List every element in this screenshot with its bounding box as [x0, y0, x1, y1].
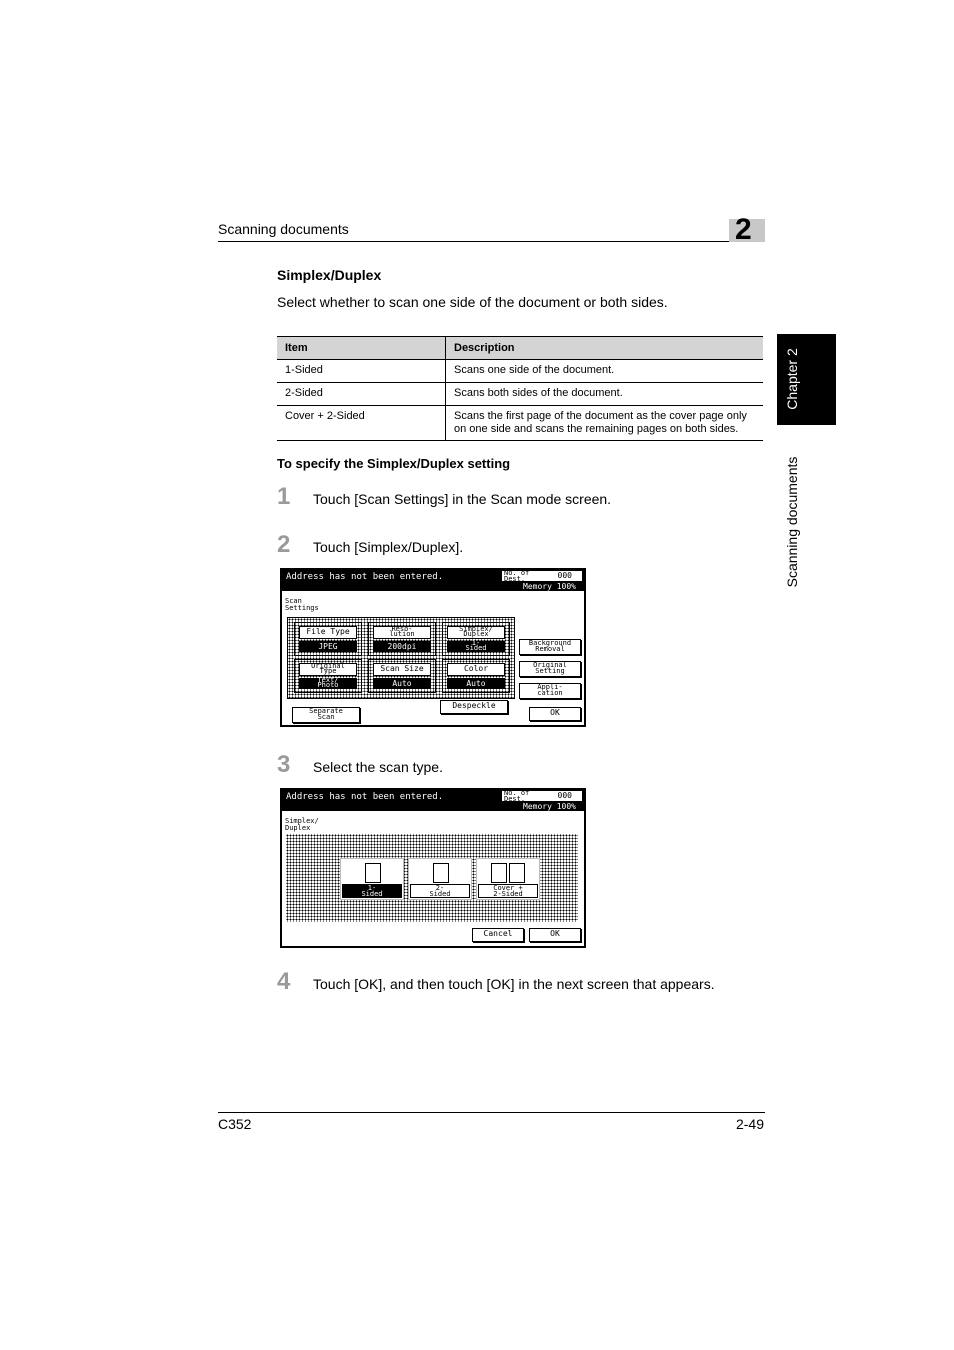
- step-text: Touch [OK], and then touch [OK] in the next screen that appears.: [313, 976, 715, 992]
- simplex-duplex-label: Simplex/ Duplex: [447, 626, 505, 639]
- status-message: Address has not been entered.: [286, 572, 444, 582]
- status-bar: [282, 570, 584, 591]
- option-label: 1- Sided: [342, 884, 402, 898]
- footer-model: C352: [218, 1116, 252, 1132]
- step-text: Select the scan type.: [313, 759, 443, 775]
- chapter-tab-label: Chapter 2: [784, 348, 800, 410]
- table-row: [277, 383, 763, 406]
- option-2-sided[interactable]: [408, 858, 472, 900]
- original-type-value: Text/ Photo: [299, 678, 357, 689]
- table-header-row: [277, 337, 763, 360]
- scan-settings-screen: [280, 568, 586, 727]
- table-cell: Cover + 2-Sided: [277, 406, 446, 441]
- table-cell: 2-Sided: [277, 383, 446, 406]
- scan-size-label: Scan Size: [373, 663, 431, 676]
- status-bar: [282, 790, 584, 811]
- resolution-group[interactable]: [368, 622, 436, 656]
- option-cover-2-sided[interactable]: [476, 858, 540, 900]
- chapter-number: 2: [735, 213, 752, 246]
- dest-label: No. of Dest.: [504, 569, 530, 583]
- table-cell: Scans one side of the document.: [446, 360, 764, 383]
- two-sided-icon: [433, 863, 449, 883]
- resolution-label: Reso- lution: [373, 626, 431, 639]
- table-header-description: Description: [446, 337, 764, 360]
- file-type-group[interactable]: [294, 622, 362, 656]
- option-1-sided[interactable]: [340, 858, 404, 900]
- dest-label: No. of Dest.: [504, 789, 530, 803]
- header-rule: [218, 241, 765, 242]
- ok-button[interactable]: OK: [529, 707, 581, 721]
- color-value: Auto: [447, 678, 505, 689]
- color-group[interactable]: [442, 659, 510, 693]
- table-cell: Scans the first page of the document as the cover page only on one side and scans the remaining pages on both sides.: [446, 406, 764, 441]
- resolution-value: 200dpi: [373, 641, 431, 652]
- despeckle-button[interactable]: Despeckle: [440, 700, 508, 714]
- cover-page-icon: [491, 863, 507, 883]
- memory-indicator: Memory 100%: [523, 802, 576, 811]
- step-number: 3: [277, 751, 291, 778]
- color-label: Color: [447, 663, 505, 676]
- footer-rule: [218, 1112, 765, 1113]
- step-number: 4: [277, 968, 291, 995]
- page-number: 2-49: [735, 1116, 764, 1132]
- scan-size-group[interactable]: [368, 659, 436, 693]
- memory-indicator: Memory 100%: [523, 582, 576, 591]
- original-setting-button[interactable]: Original Setting: [519, 661, 581, 677]
- table-cell: Scans both sides of the document.: [446, 383, 764, 406]
- one-sided-icon: [365, 863, 381, 883]
- table-row: [277, 360, 763, 383]
- simplex-duplex-group[interactable]: [442, 622, 510, 656]
- original-type-group[interactable]: [294, 659, 362, 693]
- step-number: 1: [277, 483, 291, 510]
- table-header-item: Item: [277, 337, 446, 360]
- section-heading: Simplex/Duplex: [277, 267, 382, 283]
- procedure-heading: To specify the Simplex/Duplex setting: [277, 456, 511, 471]
- settings-table: [277, 336, 763, 441]
- screen-title: Scan Settings: [285, 597, 319, 612]
- option-label: Cover + 2-Sided: [478, 884, 538, 898]
- step-text: Touch [Scan Settings] in the Scan mode screen.: [313, 491, 612, 507]
- table-row: [277, 406, 763, 441]
- step-text: Touch [Simplex/Duplex].: [313, 539, 464, 555]
- scan-size-value: Auto: [373, 678, 431, 689]
- dest-value: 000: [557, 791, 572, 800]
- section-tab-label: Scanning documents: [784, 456, 800, 588]
- status-message: Address has not been entered.: [286, 792, 444, 802]
- dest-value: 000: [557, 571, 572, 580]
- background-removal-button[interactable]: Background Removal: [519, 639, 581, 655]
- option-label: 2- Sided: [410, 884, 470, 898]
- original-type-label: Original Type: [299, 663, 357, 676]
- simplex-duplex-value: 1- Sided: [447, 641, 505, 652]
- destination-count: [502, 791, 582, 801]
- two-sided-icon: [509, 863, 525, 883]
- application-button[interactable]: Appli- cation: [519, 683, 581, 699]
- separate-scan-button[interactable]: Separate Scan: [292, 707, 360, 723]
- cancel-button[interactable]: Cancel: [472, 928, 524, 942]
- running-header: Scanning documents: [218, 221, 349, 237]
- simplex-duplex-screen: [280, 788, 586, 948]
- file-type-value: JPEG: [299, 641, 357, 652]
- ok-button[interactable]: OK: [529, 928, 581, 942]
- table-cell: 1-Sided: [277, 360, 446, 383]
- intro-paragraph: Select whether to scan one side of the document or both sides.: [277, 294, 668, 310]
- destination-count: [502, 571, 582, 581]
- screen-title: Simplex/ Duplex: [285, 817, 319, 832]
- step-number: 2: [277, 531, 291, 558]
- file-type-label: File Type: [299, 626, 357, 639]
